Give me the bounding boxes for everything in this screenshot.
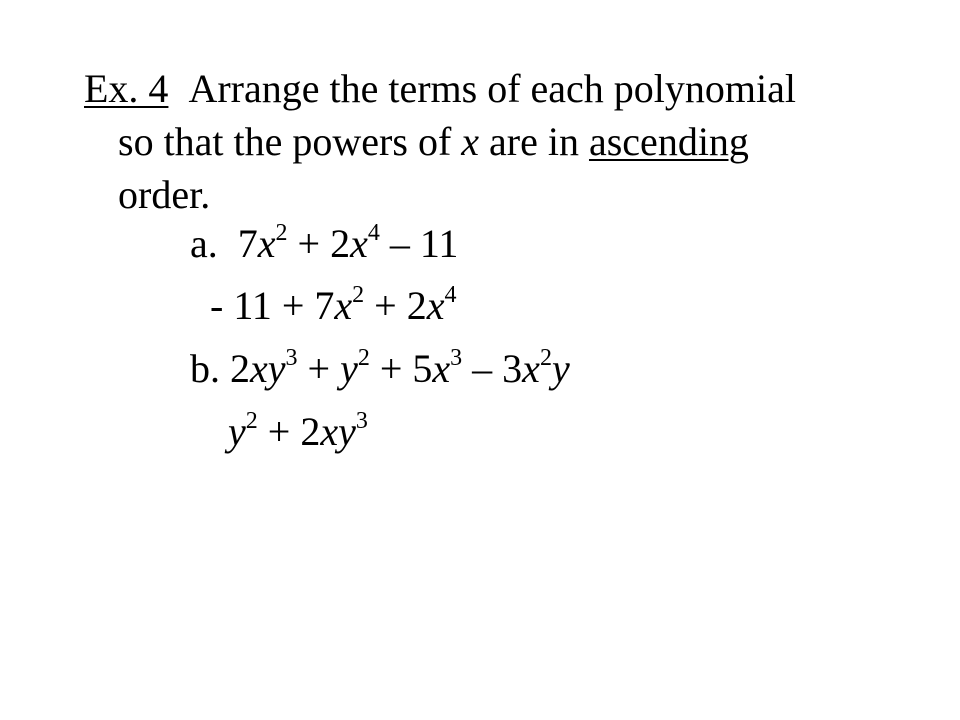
part-a-answer-term: - 11 + 7 — [210, 283, 335, 328]
part-a-exponent: 2 — [275, 219, 288, 246]
part-a-answer-exponent: 2 — [352, 281, 365, 308]
part-b-term: + 5 — [369, 346, 433, 391]
part-a-answer — [210, 282, 457, 330]
exercise-label: Ex. 4 — [84, 66, 169, 111]
part-b-label: b. — [190, 346, 220, 391]
part-a-var: x — [257, 221, 276, 266]
part-b-var: y — [340, 346, 358, 391]
part-b-exponent: 2 — [357, 344, 370, 371]
part-b-var: y — [551, 346, 570, 391]
part-b-var: x — [432, 346, 451, 391]
exercise-heading — [84, 62, 864, 221]
part-b-answer-term: + 2 — [257, 409, 321, 454]
part-a-answer-exponent: 4 — [444, 281, 457, 308]
part-a-term: 7 — [237, 221, 258, 266]
part-b-term: + — [297, 346, 341, 391]
part-b-answer — [228, 408, 368, 456]
part-b-term: 2 — [230, 346, 250, 391]
part-b-exponent: 2 — [539, 344, 552, 371]
part-a-answer-var: x — [334, 283, 353, 328]
heading-variable-x: x — [461, 119, 480, 164]
heading-text-2-mid: are in — [479, 119, 589, 164]
part-a-exponent: 4 — [367, 219, 380, 246]
heading-line-3 — [84, 168, 864, 221]
heading-line-2 — [84, 115, 864, 168]
heading-line-1 — [84, 62, 864, 115]
heading-text-1: Arrange the terms of each polynomial — [188, 66, 796, 111]
part-a-problem — [190, 220, 458, 268]
part-b-answer-exponent: 2 — [245, 407, 258, 434]
heading-text-3: order. — [118, 172, 211, 217]
part-b-answer-exponent: 3 — [355, 407, 368, 434]
part-a-answer-term: + 2 — [364, 283, 427, 328]
part-b-var: xy — [250, 346, 286, 391]
heading-emphasis-ascending: ascending — [588, 119, 749, 164]
part-b-term: – 3 — [462, 346, 523, 391]
heading-text-2-pre: so that the powers of — [118, 119, 462, 164]
part-a-term: + 2 — [287, 221, 351, 266]
part-a-var: x — [350, 221, 368, 266]
part-b-exponent: 3 — [450, 344, 463, 371]
part-b-var: x — [522, 346, 540, 391]
part-a-term: – 11 — [379, 221, 459, 266]
part-b-exponent: 3 — [285, 344, 298, 371]
part-b-problem — [190, 345, 570, 393]
part-a-label: a. — [190, 221, 218, 266]
part-b-answer-var: y — [228, 409, 246, 454]
part-b-answer-var: xy — [320, 409, 356, 454]
part-a-answer-var: x — [426, 283, 445, 328]
